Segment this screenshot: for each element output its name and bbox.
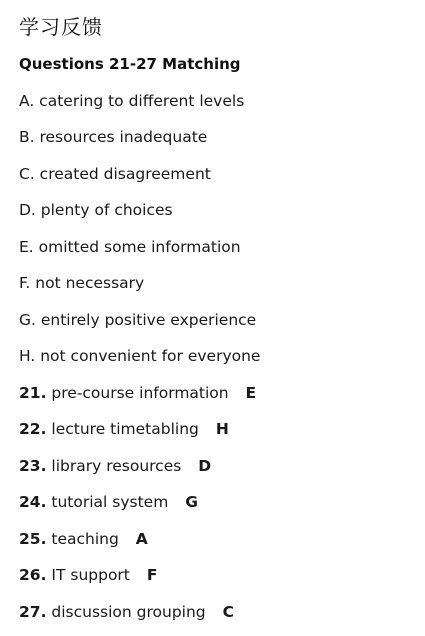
- answer-letter: F: [146, 566, 158, 584]
- question-number: 26.: [19, 566, 47, 584]
- answer-letter: D: [198, 457, 212, 475]
- answer-letter: E: [245, 384, 257, 402]
- option-item-d: D. plenty of choices: [19, 201, 173, 219]
- question-number: 25.: [19, 530, 47, 548]
- answer-letter: A: [135, 530, 148, 548]
- question-number: 24.: [19, 493, 47, 511]
- question-number: 23.: [19, 457, 47, 475]
- answer-letter: C: [222, 603, 234, 621]
- question-item-25: [19, 530, 148, 548]
- question-number: 21.: [19, 384, 47, 402]
- option-item-a: A. catering to different levels: [19, 92, 245, 110]
- question-text: discussion grouping: [51, 603, 206, 621]
- question-number: 22.: [19, 420, 47, 438]
- question-item-26: [19, 566, 157, 584]
- option-item-g: G. entirely positive experience: [19, 311, 257, 329]
- question-text: lecture timetabling: [51, 420, 199, 438]
- question-item-23: [19, 457, 211, 475]
- answer-letter: G: [185, 493, 198, 511]
- answer-letter: H: [215, 420, 229, 438]
- question-item-21: [19, 384, 256, 402]
- question-text: pre-course information: [51, 384, 229, 402]
- section-heading: Questions 21-27 Matching: [19, 55, 241, 73]
- option-item-e: E. omitted some information: [19, 238, 241, 256]
- question-item-27: [19, 603, 234, 621]
- question-text: teaching: [51, 530, 119, 548]
- question-text: IT support: [51, 566, 130, 584]
- page-title: 学习反馈: [19, 15, 103, 39]
- question-item-24: [19, 493, 198, 511]
- question-item-22: [19, 420, 229, 438]
- option-item-h: H. not convenient for everyone: [19, 347, 261, 365]
- question-number: 27.: [19, 603, 47, 621]
- question-text: tutorial system: [51, 493, 169, 511]
- question-text: library resources: [51, 457, 182, 475]
- option-item-c: C. created disagreement: [19, 165, 211, 183]
- option-item-b: B. resources inadequate: [19, 128, 208, 146]
- option-item-f: F. not necessary: [19, 274, 145, 292]
